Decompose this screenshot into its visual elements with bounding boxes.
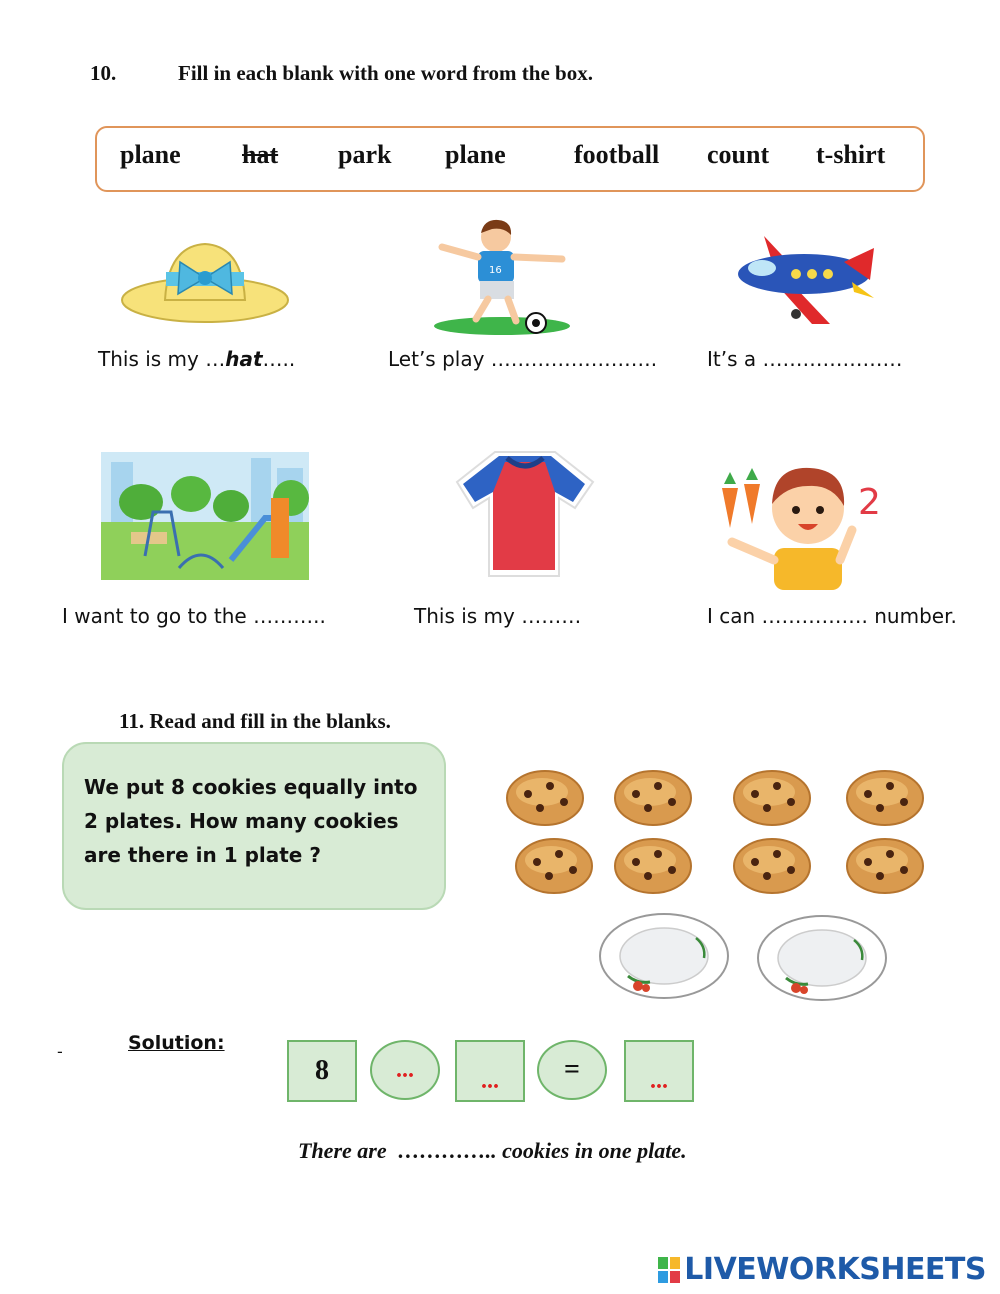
cookie: [847, 771, 923, 825]
cookie: [734, 839, 810, 893]
tshirt-image: [455, 446, 595, 580]
question-line-3: are there in 1 plate ?: [84, 843, 321, 867]
equation-equals: [537, 1040, 607, 1100]
logo-icon: [658, 1257, 680, 1283]
logo-text: LIVEWORKSHEETS: [684, 1252, 986, 1287]
cookie: [847, 839, 923, 893]
sentence-5-text: This is my ………: [414, 604, 582, 628]
question-text: [84, 770, 444, 872]
cookies-image: [500, 762, 940, 902]
svg-text:16: 16: [489, 265, 502, 276]
sentence-2-text: Let’s play …………………….: [388, 347, 658, 371]
sentence-3[interactable]: [707, 347, 903, 371]
question-line-2: 2 plates. How many cookies: [84, 809, 399, 833]
sentence-4[interactable]: [62, 604, 326, 628]
counting-boy-image: [712, 448, 892, 590]
word-tshirt: t-shirt: [816, 140, 886, 169]
sentence-6[interactable]: [707, 604, 957, 628]
hat-image: [120, 238, 290, 328]
plate: [758, 916, 886, 1000]
sentence-1-answer[interactable]: hat: [225, 347, 263, 371]
liveworksheets-logo: [658, 1252, 986, 1287]
svg-text:2: 2: [858, 482, 881, 523]
word-count: count: [707, 140, 770, 169]
plate: [600, 914, 728, 998]
question-10-instruction: Fill in each blank with one word from the box.: [178, 61, 593, 85]
sentence-1-pre: This is my …: [98, 347, 226, 371]
solution-label: Solution:: [128, 1032, 225, 1054]
operator-blank-1: ...: [396, 1056, 414, 1083]
cookie: [615, 771, 691, 825]
equation-value-8: 8: [315, 1055, 329, 1086]
equation-operator-1[interactable]: [370, 1040, 440, 1100]
sentence-1-post: …..: [262, 347, 296, 371]
equation-box-1: [287, 1040, 357, 1102]
question-line-1: We put 8 cookies equally into: [84, 775, 418, 799]
sentence-3-text: It’s a …………………: [707, 347, 903, 371]
cookie: [507, 771, 583, 825]
word-plane-2: plane: [445, 140, 506, 169]
answer-sentence[interactable]: There are ………….. cookies in one plate.: [298, 1138, 687, 1163]
sentence-2[interactable]: [388, 347, 657, 371]
park-image: [101, 452, 309, 580]
plane-image: [734, 228, 880, 328]
word-football: football: [574, 140, 660, 169]
equation-box-2[interactable]: [455, 1040, 525, 1102]
question-10-number: 10.: [90, 61, 117, 85]
word-hat-struck: hat: [242, 140, 279, 169]
number-blank-2: ...: [481, 1067, 499, 1094]
result-blank: ...: [650, 1067, 668, 1094]
question-11-title: 11. Read and fill in the blanks.: [119, 709, 391, 733]
dash-mark: -: [57, 1042, 63, 1061]
cookie: [734, 771, 810, 825]
sentence-4-text: I want to go to the ………..: [62, 604, 326, 628]
equation-box-3[interactable]: [624, 1040, 694, 1102]
football-boy-image: [432, 215, 572, 337]
equals-sign: =: [564, 1054, 580, 1085]
sentence-1: [98, 347, 295, 371]
word-box: [95, 126, 925, 192]
word-park: park: [338, 140, 392, 169]
sentence-6-text: I can ……………. number.: [707, 604, 957, 628]
cookie: [615, 839, 691, 893]
plates-image: [596, 910, 896, 1004]
sentence-5[interactable]: [414, 604, 581, 628]
word-plane: plane: [120, 140, 181, 169]
cookie: [516, 839, 592, 893]
